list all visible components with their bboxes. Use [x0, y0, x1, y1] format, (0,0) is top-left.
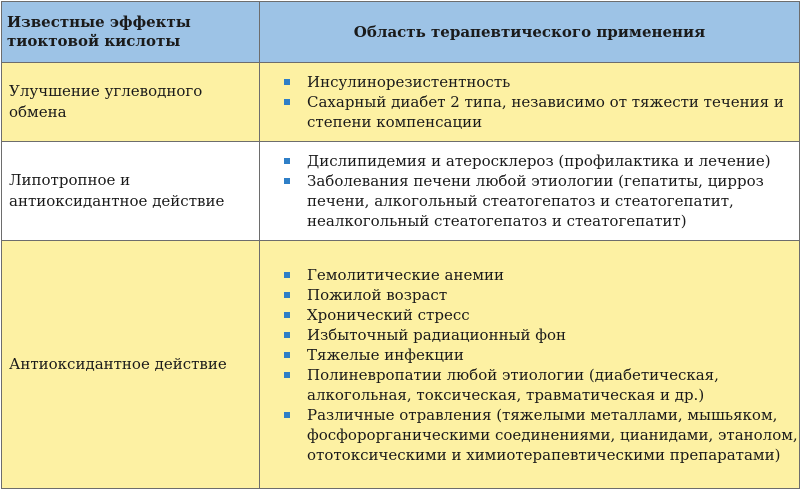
list-item-text: Инсулинорезистентность — [307, 73, 511, 91]
square-bullet-icon — [284, 312, 290, 318]
square-bullet-icon — [284, 178, 290, 184]
square-bullet-icon — [284, 292, 290, 298]
list-item — [284, 325, 799, 345]
list-item-text: Сахарный диабет 2 типа, независимо от тяжести течения и степени компенсации — [307, 93, 784, 131]
list-item — [284, 405, 799, 465]
list-item-text: Заболевания печени любой этиологии (гепатиты, цирроз печени, алкогольный стеатогепатоз и стеатогепатит, неалкогольный стеатогепатоз и стеатогепатит) — [307, 172, 764, 230]
list-item-text: Избыточный радиационный фон — [307, 325, 567, 344]
areas-cell — [260, 241, 800, 489]
square-bullet-icon — [284, 79, 290, 85]
square-bullet-icon — [284, 158, 290, 164]
list-item-text: Дислипидемия и атеросклероз (профилактика и лечение) — [307, 152, 771, 170]
effect-cell: Липотропное и антиоксидантное действие — [2, 142, 260, 241]
areas-list — [284, 265, 799, 465]
list-item — [284, 151, 799, 171]
square-bullet-icon — [284, 412, 290, 418]
list-item-text: Различные отравления (тяжелыми металлами, мышьяком, фосфорорганическими соединениями, цианидами, этанолом, ототоксическими и химиотерапевтическими препаратами) — [307, 405, 798, 464]
areas-list — [284, 151, 799, 231]
list-item-text: Полиневропатии любой этиологии (диабетическая, алкогольная, токсическая, травматическая и др.) — [307, 365, 719, 404]
list-item-text: Тяжелые инфекции — [307, 345, 464, 364]
areas-cell — [260, 142, 800, 241]
square-bullet-icon — [284, 352, 290, 358]
list-item-text: Хронический стресс — [307, 305, 470, 324]
square-bullet-icon — [284, 272, 290, 278]
square-bullet-icon — [284, 99, 290, 105]
table-row — [2, 63, 800, 142]
list-item — [284, 72, 799, 92]
header-areas: Область терапевтического применения — [260, 2, 800, 63]
list-item — [284, 305, 799, 325]
table-row — [2, 142, 800, 241]
table-row — [2, 241, 800, 489]
therapy-table — [1, 1, 800, 489]
header-row — [2, 2, 800, 63]
square-bullet-icon — [284, 372, 290, 378]
list-item-text: Гемолитические анемии — [307, 265, 505, 284]
areas-list — [284, 72, 799, 132]
list-item — [284, 285, 799, 305]
square-bullet-icon — [284, 332, 290, 338]
list-item — [284, 345, 799, 365]
list-item — [284, 365, 799, 405]
effect-cell: Улучшение углеводного обмена — [2, 63, 260, 142]
effect-cell: Антиоксидантное действие — [2, 241, 260, 489]
list-item — [284, 265, 799, 285]
list-item-text: Пожилой возраст — [307, 285, 448, 304]
header-effects: Известные эффекты тиоктовой кислоты — [2, 2, 260, 63]
list-item — [284, 92, 799, 132]
list-item — [284, 171, 799, 231]
areas-cell — [260, 63, 800, 142]
